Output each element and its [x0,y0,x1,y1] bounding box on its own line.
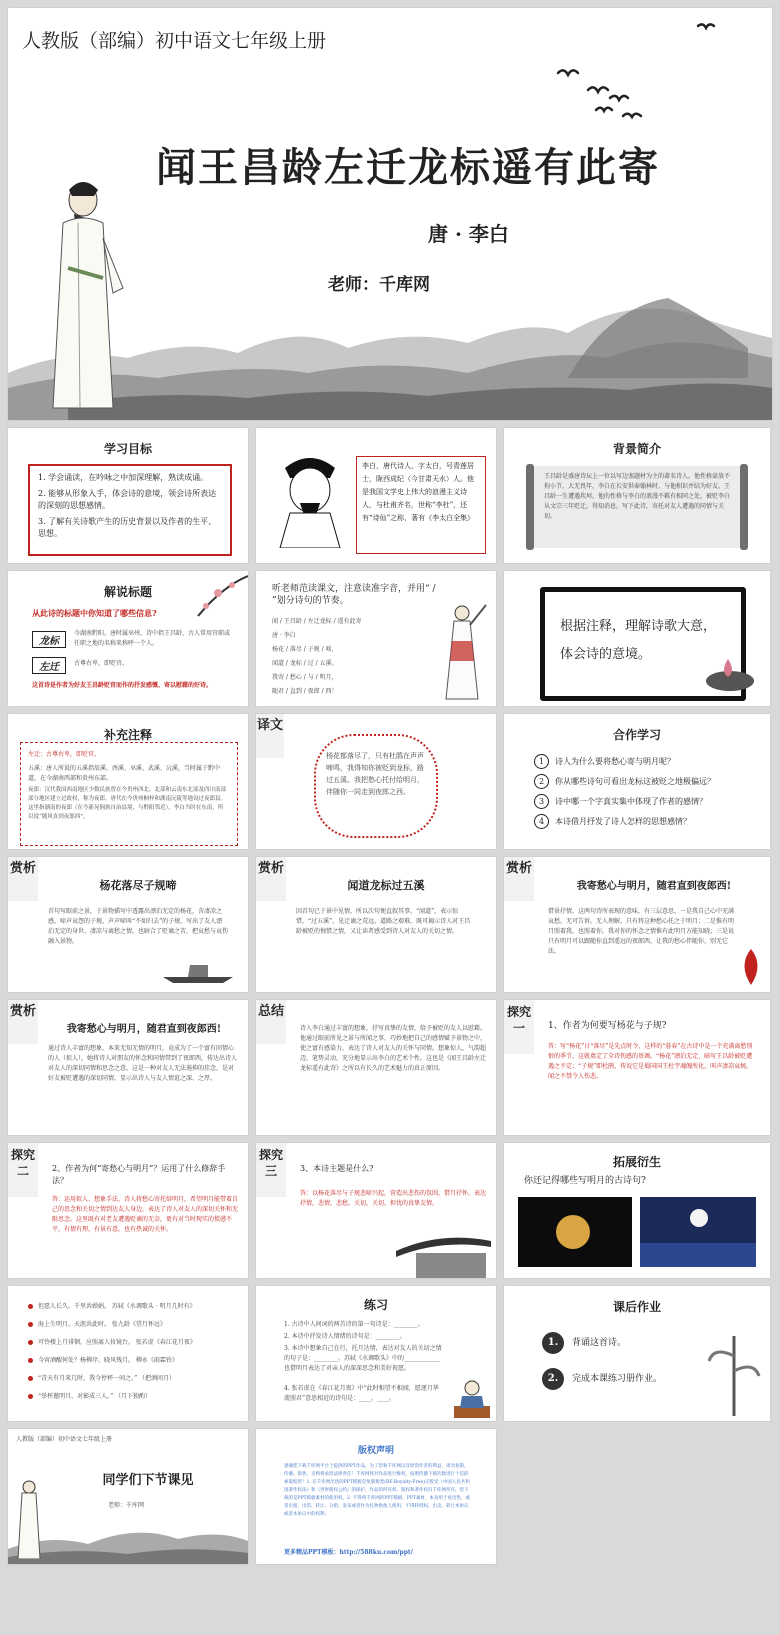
question-item [534,754,754,769]
slide-title: 杨花落尽子规啼 [99,879,177,892]
poem-quote [28,1392,238,1402]
lotus-illustration [700,641,760,701]
poem-quote-text: 海上生明月，天涯共此时。 张九龄《望月怀远》 [38,1321,166,1328]
poem-quote [28,1356,238,1366]
slide-title: 拓展衍生 [612,1155,661,1169]
copyright-text: 感谢您下载千库网平台上提供的PPT作品，为了您和千库网以及原创作者的利益，请勿复制、传播、销售，否则将承担法律责任！千库网将对作品进行维权，按照传播下载次数进行十倍的索取赔偿！1. 在千库网出售的PPT模板是免版税类(RF:Royalty-Free)正版受《中国人民共和国著作权法》和《世界版权公约》的保护，作品的所有权、版权和著作权归千库网所有，您下载的是PPT模板素材的使用权。2. 不得将千库网的PPT模板、PPT素材，本身用于再出售，或者出租、出借、转让、分销、发布或者作为礼物供他人使用，不得转授权、出卖、转让本协议或者本协议中的权利。 [284,1464,470,1517]
scholar-figure [452,1376,492,1420]
slide-side-label: 探究一 [504,1000,534,1054]
analysis-text: 因首句已于景中见情，所以次句便直叙其事，“闻道”，表示惊惜，“过五溪”，见迁谪之荒远，道路之艰难，既可揭示诗人对王昌龄被贬的惋惜之情，又让读者感受到诗人对友人的关切之情。 [296,908,471,935]
moon-icon [556,1215,590,1249]
question-text: 你从哪些诗句可看出龙标这被贬之地极偏远？ [555,777,715,786]
poem-quote-text: 今宵酒醒何处？杨柳岸、晓风残月。 柳永《雨霖铃》 [38,1357,178,1364]
slide-analysis-3 [504,857,770,992]
note-item: 五溪：唐人所说的五溪指辰溪、酉溪、巫溪、武溪、沅溪，当时属于黔中道，在今湖南西部和贵州东部。 [28,765,221,782]
poem-quote [28,1374,238,1384]
slide-summary [256,1000,496,1135]
poem-title: 闻 / 王昌龄 / 左迁龙标 / 遥有此寄 [272,618,362,625]
cover-teacher: 老师：千库网 [328,275,430,295]
slide-side-label: 总结 [256,1000,286,1044]
slide-side-label: 赏析 [504,857,534,901]
slide-title: 补充注释 [103,728,152,742]
slide-title: 我寄愁心与明月，随君直到夜郎西! [66,1024,222,1035]
scroll-right [740,464,748,550]
analysis-text: 借景抒情，这两句诗所表现的意味，有三层意思，一是我自己心中充满哀愁，无可告诉，无人理解，只有将这种愁心托之于明月；二是惟有明月照着我，也照着你，我对你的怀念之情惟有此明月方能知晓；三是说只有明月可以跟随你直到遥远的夜郎西，让我的愁心伴随你，别无它法。 [548,908,735,955]
note-item: 左迁：古尊右卑，即贬官。 [28,751,101,758]
explore-answer: 答：以杨花落尽与子规悲啼兴起，营造出悲伤的氛围，借月抒怀，表达抒情，悲情，悲愁，关切，关切，担忧的真挚友情。 [300,1190,487,1207]
number-1: 1 [534,754,549,769]
slide-title: 课后作业 [612,1300,661,1314]
bullet-icon [28,1304,33,1309]
poem-line: 杨花 / 落尽 / 子规 / 啼， [272,646,338,653]
poem-quote [28,1302,238,1312]
poem-quote [28,1320,238,1330]
plum-branch [188,571,248,621]
question-text: 本诗借月抒发了诗人怎样的思想感情？ [555,817,691,826]
background-text: 王昌龄是盛唐诗坛上一位以写边塞题材为主的著名诗人。他性格豪放不拘小节，大无畏年，李白在长安供奉翰林时，与他相识并结为好友。王昌龄一生遭遇坎坷，他的性格与李白的浪漫不羁有相同之处，被贬李白从文宗三年贬迁，得知消息，写下此诗，寄托对友人遭遇的同情与关切。 [544,473,731,520]
poem-quote-text: 但愿人长久，千里共婵娟。 苏轼《水调歌头 · 明月几时有》 [38,1303,196,1310]
poet-figure [28,178,138,418]
slide-side-label: 赏析 [8,1000,38,1044]
slide-title: 合作学习 [612,728,661,742]
answer: 这首诗是作者为好友王昌龄贬官而作的抒发感慨、寄以慰藉的好诗。 [32,682,213,689]
homework-item [542,1332,626,1354]
slide-extension [504,1143,770,1278]
farewell-mountains [8,1519,248,1564]
slide-moon-poems [8,1286,248,1421]
translation-text: 杨花都落尽了，只有杜鹃在声声啼鸣，我得知你被贬到龙标，路过五溪。我把愁心托付给明月，伴随你一同走到夜郎之西。 [326,752,424,796]
cover-title: 闻王昌龄左迁龙标遥有此寄 [156,144,660,191]
cover-author: 唐 · 李白 [428,222,509,246]
goal-item: 2. 能够从形象入手，体会诗的意境，领会诗所表达的深刻的思想感情。 [38,489,217,510]
number-2: 2 [534,774,549,789]
copyright-title: 版权声明 [357,1446,394,1456]
exercise-item: 2. 本诗中抒发诗人情绪的诗句是：________。 [284,1333,406,1340]
libai-portrait [270,448,350,548]
slide-explore-2 [8,1143,248,1278]
summary-text: 诗人李白通过丰富的想象，抒写真挚的友情，给予被贬的友人以慰藉。他通过眼前所见之景与所闻之事，巧妙地把自己的感情赋予景物之中，使之富有感染力，表达了诗人对友人的关怀与同情。想象惊人，气韵超迈，笔势灵动，充分地显示出李白的艺术个性。这也是《闻王昌龄左迁龙标遥有此寄》之所以有长久的艺术魅力的真正原因。 [300,1025,487,1072]
poem-quote-text: “青天有月来几时，我今停杯一问之。” （把酒问月） [38,1375,176,1382]
sea-icon [640,1243,756,1267]
bullet-icon [28,1358,33,1363]
boat-illustration [158,957,238,987]
question-item [534,794,754,809]
slide-title: 我寄愁心与明月，随君直到夜郎西! [576,881,732,892]
slide-understand [504,571,770,706]
slide-analysis-1 [8,857,248,992]
slide-learning-goals [8,428,248,563]
bio-text: 李白，唐代诗人，字太白，号青莲居士，陇西成纪（今甘肃天水）人。他是我国文学史上伟大的浪漫主义诗人，与杜甫齐名，世称“李杜”，还有“诗仙”之称，著有《李太白全集》 [362,462,475,522]
exercise-item: 4. 张若虚在《春江花月夜》中“此时相望不相闻，愿逐月华流照君”意思相近的诗句是：____，____。 [284,1385,439,1402]
slide-side-label: 赏析 [8,857,38,901]
poem-quote-text: 可怜楼上月徘徊，应照离人妆镜台。 张若虚《春江花月夜》 [38,1339,196,1346]
slide-notes [8,714,248,849]
poet-figure [14,1479,44,1559]
exercise-item: 3. 本诗中想象自己在行，托月达情，表达对友人的关切之情的句子是：________。苏轼《水调歌头》中的____________也借明月表达了对亲人的深深思念和美好祝愿。 [284,1345,442,1372]
bullet-icon [28,1376,33,1381]
question-item [534,814,754,829]
homework-item [542,1368,662,1390]
number-badge: 1. [542,1332,564,1354]
slide-title: 闻道龙标过五溪 [347,879,425,892]
slide-analysis-2 [256,857,496,992]
explore-question: 2、作者为何“寄愁心与明月”？运用了什么修辞手法？ [52,1164,226,1185]
slide-copyright [256,1429,496,1564]
ink-trees [704,1316,764,1416]
slide-title: 背景简介 [612,442,661,456]
bullet-icon [28,1394,33,1399]
moon-photo-1 [518,1197,632,1267]
slide-side-label: 探究三 [256,1143,286,1197]
keyword-box: 左迁 [32,657,66,674]
slide-farewell [8,1429,248,1564]
homework-text: 完成本课练习册作业。 [572,1374,663,1384]
extension-question: 你还记得哪些写明月的古诗句? [524,1176,646,1186]
note-item: 夜郎：汉代我国西南地区少数民族曾在今贵州西北、北部和云南东北部及四川南部部分地区建立过政权，称为夜郎。唐代在今贵州桐梓和湖南沅陵等地设过夜郎县。这里指湖南的夜郎（在今新晃侗族自治县境，与黔阳邻近），李白当时在东南，所以说“随风直到夜郎西”。 [28,787,227,820]
question: 从此诗的标题中你知道了哪些信息? [32,608,157,618]
number-3: 3 [534,794,549,809]
explore-answer: 答：运用拟人、想象手法，诗人将愁心寄托给明月，希望明月能带着自己的思念和关切之情到达友人身边，表达了诗人对友人的深切关怀和无限思念。这里既有对老友遭遇贬谪的无奈，更有对当时现实的愤懑不平，有情有理，有景有意，也有热诚的关怀。 [52,1196,239,1233]
copyright-more-link[interactable]: 更多精品PPT模板：http://588ku.com/ppt/ [284,1549,413,1556]
dancer-figure [434,601,489,701]
cover-series: 人教版（部编）初中语文七年级上册 [22,30,327,52]
question-text: 诗中哪一个字真实集中体现了作者的感情？ [555,797,707,806]
scroll-left [526,464,534,550]
koi-illustration [736,947,766,987]
slide-side-label: 译文 [256,714,284,758]
slide-explore-1 [504,1000,770,1135]
slide-title: 解说标题 [103,585,152,599]
keyword-desc: 古尊右卑，即贬官。 [74,660,129,667]
analysis-text: 通过诗人丰富的想象，本来无知无情的明月，竟成为了一个富有同情心的人（拟人），她将诗人对朋友的怀念和同情带到了夜郎西，传达出诗人对友人的深切同情和思念之意，这是一种对友人无法遏抑的挂念，是对好友被贬遭遇的深切同情，显示出诗人与友人情谊之深、之厚。 [48,1045,238,1082]
slide-exercise [256,1286,496,1421]
farewell-teacher: 老师：千库网 [108,1502,145,1509]
farewell-title: 同学们下节课见 [102,1473,194,1488]
goal-item: 1. 学会诵读，在吟咏之中加深理解，熟读成诵。 [38,473,209,482]
birds-illustration [548,18,748,128]
poem-line: 随君 / 直到 / 夜郎 / 西！ [272,688,338,695]
explore-question: 1、作者为何要写杨花与子规? [548,1021,667,1031]
exercise-item: 1. 古诗中人间词的两首诗的第一句诗是：________。 [284,1321,424,1328]
number-badge: 2. [542,1368,564,1390]
slide-poem-reading [256,571,496,706]
pavilion-illustration [386,1231,496,1278]
slide-author [256,428,496,563]
slide-translation [256,714,496,849]
slide-cooperate [504,714,770,849]
bullet-icon [28,1340,33,1345]
goal-item: 3. 了解有关诗歌产生的历史背景以及作者的生平、思想。 [38,517,217,538]
slide-title: 练习 [363,1298,388,1312]
slide-side-label: 赏析 [256,857,286,901]
poem-author: 唐 · 李白 [272,632,296,639]
slide-homework [504,1286,770,1421]
cover-slide [8,8,772,420]
poem-line: 我寄 / 愁心 / 与 / 明月， [272,674,338,681]
reading-instruction: 听老师范读课文，注意读准字音，并用“ / ”划分诗句的节奏。 [272,584,436,606]
analysis-text: 首句写眼前之景，于景物描写中透露出漂泊无定的杨花，含凄凉之感，啼声哀怨的子规，声声啼叫“不如归去”的子规，写出了友人漂泊无定的身世、凄凉与离愁之情，也暗合了贬谪之苦，把哀愁与哀伤融入景物。 [48,908,229,945]
slide-background [504,428,770,563]
bullet-icon [28,1322,33,1327]
slide-title-explain [8,571,248,706]
slide-analysis-4 [8,1000,248,1135]
explore-answer: 答：写“杨花”日“落尽”是先点时令，这样的“暮春”在古诗中是一个充满离愁别恨的季节，这就奠定了全诗伤感的基调。“杨花”漂泊无定，暗写王昌龄被贬遭遇之不定；“子规”即杜鹃，传说它是蜀国国王杜宇魂魄所化，叫声凄凉哀婉，闻之不禁令人伤悲。 [548,1043,753,1080]
poem-line: 闻道 / 龙标 / 过 / 五溪。 [272,660,338,667]
slide-explore-3 [256,1143,496,1278]
question-item [534,774,754,789]
explore-question: 3、本诗主题是什么? [300,1164,374,1173]
moon-icon [690,1209,708,1227]
number-4: 4 [534,814,549,829]
slide-side-label: 探究二 [8,1143,38,1197]
slide-title: 学习目标 [103,442,152,456]
farewell-series: 人教版（部编）初中语文七年级上册 [16,1436,113,1443]
keyword-desc: 今湖南黔阳。唐时属巫州，诗中指王昌龄，古人常用官职或任职之地的名称来称呼一个人。 [74,630,231,647]
moon-photo-2 [640,1197,756,1267]
homework-text: 背诵这首诗。 [572,1338,627,1348]
understand-text: 根据注释，理解诗歌大意，体会诗的意境。 [560,619,717,662]
poem-quote [28,1338,238,1348]
question-text: 诗人为什么要将愁心寄与明月呢？ [555,757,675,766]
poem-quote-text: “举杯邀明月，对影成三人。” （月下独酌） [38,1393,152,1400]
keyword-box: 龙标 [32,631,66,648]
